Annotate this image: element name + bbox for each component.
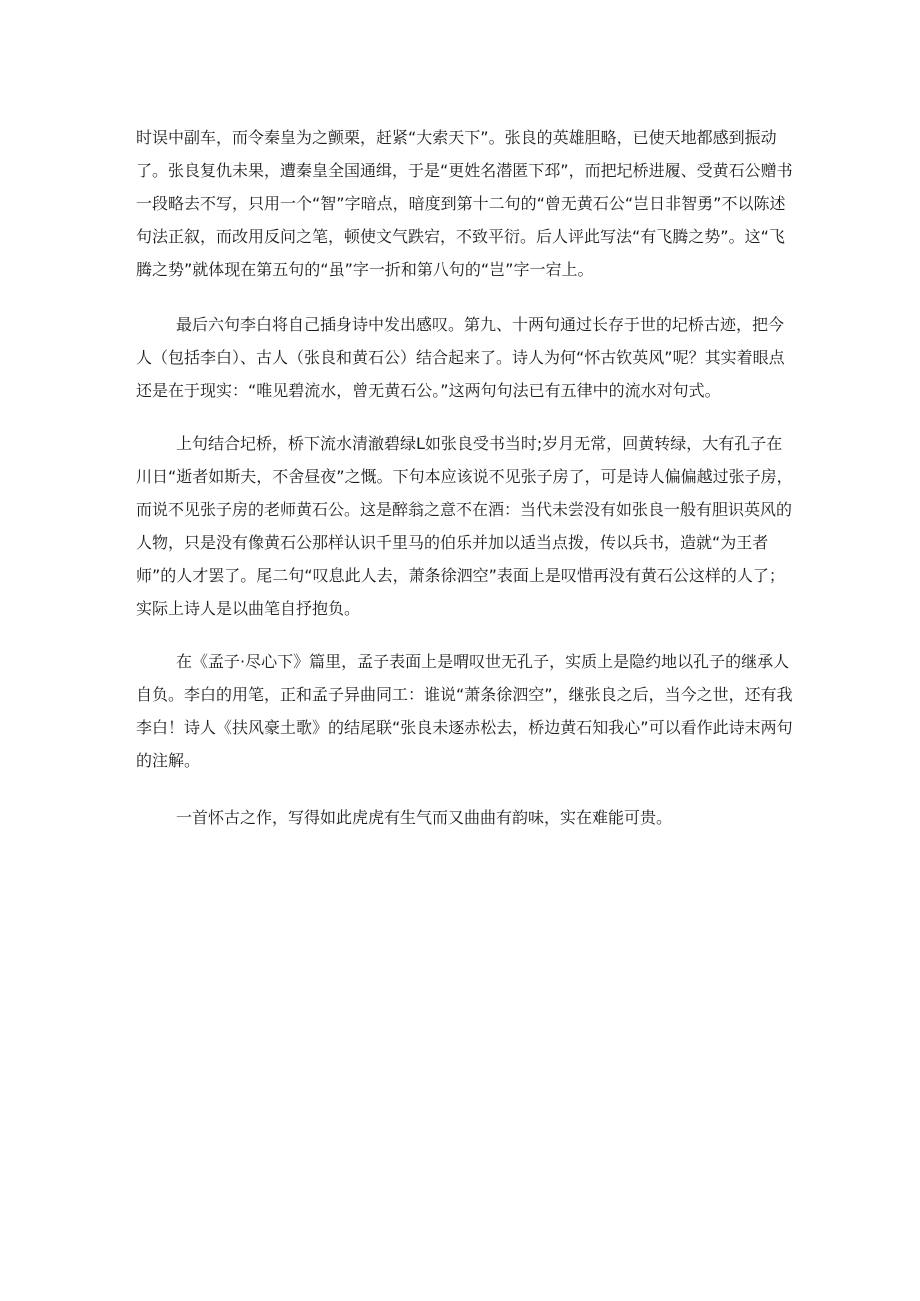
paragraph-1: 时误中副车，而令秦皇为之颤栗，赶紧“大索天下”。张良的英雄胆略，已使天地都感到振动了。张良复仇未果，遭秦皇全国通缉，于是“更姓名潜匿下邳”，而把圮桥进履、受黄石公赠书一段略去不写，只用一个“智”字暗点，暗度到第十二句的“曾无黄石公“岂日非智勇”不以陈述句法正叙，而改用反问之笔，顿使文气跌宕，不致平衍。后人评此写法“有飞腾之势”。这“飞腾之势”就体现在第五句的“虽”字一折和第八句的“岂”字一宕上。 xyxy=(136,128,793,279)
document-body xyxy=(136,121,796,834)
paragraph-5: 一首怀古之作，写得如此虎虎有生气而又曲曲有韵味，实在难能可贵。 xyxy=(176,808,673,827)
paragraph-2: 最后六句李白将自己插身诗中发出感叹。第九、十两句通过长存于世的圮桥古迹，把今人（包括李白）、古人（张良和黄石公）结合起来了。诗人为何“怀古钦英风”呢？其实着眼点还是在于现实：“唯见碧流水，曾无黄石公。”这两句句法已有五律中的流水对句式。 xyxy=(136,315,785,400)
paragraph-4: 在《孟子·尽心下》篇里，孟子表面上是喟叹世无孔子，实质上是隐约地以孔子的继承人自负。李白的用笔，正和孟子异曲同工：谁说“萧条徐泗空”，继张良之后，当今之世，还有我李白！诗人《扶风豪土歌》的结尾联“张良未逐赤松去，桥边黄石知我心”可以看作此诗末两句的注解。 xyxy=(136,652,793,770)
paragraph-3: 上句结合圮桥，桥下流水清澈碧绿L如张良受书当时;岁月无常，回黄转绿，大有孔子在川日“逝者如斯夫，不舍昼夜”之慨。下句本应该说不见张子房了，可是诗人偏偏越过张子房，而说不见张子房的老师黄石公。这是醉翁之意不在酒：当代未尝没有如张良一般有胆识英风的人物，只是没有像黄石公那样认识千里马的伯乐并加以适当点拨，传以兵书，造就“为王者师”的人才罢了。尾二句“叹息此人去，萧条徐泗空”表面上是叹惜再没有黄石公这样的人了；实际上诗人是以曲笔自抒抱负。 xyxy=(136,434,793,618)
